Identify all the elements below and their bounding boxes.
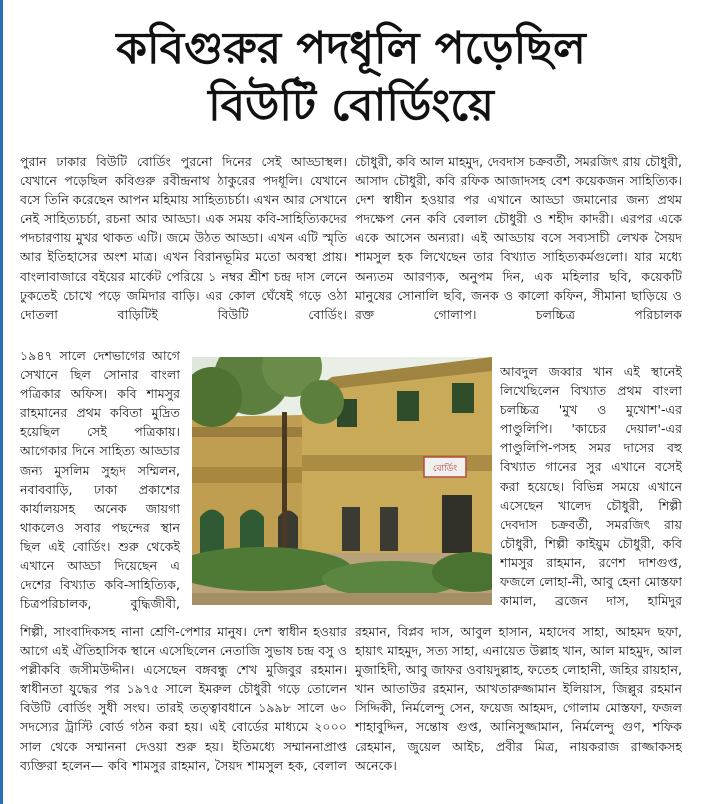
headline-line-2: বিউটি বোর্ডিংয়ে <box>208 80 494 131</box>
article-left-mid: ১৯৪৭ সালে দেশভাগের আগে সেখানে ছিল সোনার বাংলা পত্রিকার অফিস। কবি শামসুর রাহমানের প্রথম কবিতা মুদ্রিত হয়েছিল সেই পত্রিকায়। আগেকার দিনে সাহিত্য আড্ডার জন্য মুসলিম সুহৃদ সম্মিলন, নবাববাড়ি, ঢাকা প্রকাশের কার্যালয়সহ অনেক জায়গা থাকলেও সবার পছন্দের স্থান ছিল এই বোর্ডিং। শুরু থেকেই এখানে আড্ডা দিয়েছেন এ দেশের বিখ্যাত কবি-সাহিত্যিক, চিত্রপরিচালক, বুদ্ধিজীবী, <box>20 348 180 612</box>
building-photo-illustration <box>192 357 492 605</box>
article-left-top: পুরান ঢাকার বিউটি বোর্ডিং পুরনো দিনের সেই আড্ডাস্থল। যেখানে পড়েছিল কবিগুরু রবীন্দ্রনাথ ঠাকুরের পদধূলি। যেখানে বসে তিনি করেছেন আপন মহিমায় সাহিত্যচর্চা। এখন আর সেখানে নেই সাহিত্যচর্চা, রচনা আর আড্ডা। এক সময় কবি-সাহিত্যিকদের পদচারণায় মুখর থাকত এটি। জমে উঠত আড্ডা। এখন এটি স্মৃতি আর ইতিহাসের অংশ মাত্র। এখন বিরানভূমির মতো অবস্থা প্রায়। বাংলাবাজারে বইয়ের মার্কেট পেরিয়ে ১ নম্বর শ্রীশ চন্দ্র দাস লেনে ঢুকতেই চোখে পড়ে জমিদার বাড়ি। এর কোল ঘেঁষেই গড়ে ওঠা দোতলা বাড়িটিই বিউটি বোর্ডিং। <box>20 154 347 322</box>
article-right-top: চৌধুরী, কবি আল মাহমুদ, দেবদাস চক্রবর্তী, সমরজিৎ রায় চৌধুরী, আসাদ চৌধুরী, কবি রফিক আজাদসহ বেশ কয়েকজন সাহিত্যিক। দেশ স্বাধীন হওয়ার পর এখানে আড্ডা জমানোর জন্য প্রথম পদক্ষেপ নেন কবি বেলাল চৌধুরী ও শহীদ কাদরী। এরপর একে একে আসেন অন্যরা। এই আড্ডায় বসে সব্যসাচী লেখক সৈয়দ শামসুল হক লিখেছেন তার বিখ্যাত সাহিত্যকর্মগুলো। যার মধ্যে অন্যতম আরণ্যক, অনুপম দিন, এক মহিলার ছবি, কয়েকটি মানুষের সোনালি ছবি, জনক ও কালো কফিন, সীমানা ছাড়িয়ে ও রক্ত গোলাপ। চলচ্চিত্র পরিচালক <box>355 154 682 322</box>
beauty-boarding-photo <box>192 357 492 605</box>
article-bottom-left: শিল্পী, সাংবাদিকসহ নানা শ্রেণি-পেশার মানুষ। দেশ স্বাধীন হওয়ার আগে এই ঐতিহাসিক স্থানে এসেছিলেন নেতাজি সুভাষ চন্দ্র বসু ও পল্লীকবি জসীমউদ্দীন। এসেছেন বঙ্গবন্ধু শেখ মুজিবুর রহমান। স্বাধীনতা যুদ্ধের পর ১৯৭৫ সালে ইমরুল চৌধুরী গড়ে তোলেন বিউটি বোর্ডিং সুধী সংঘ। তারই তত্ত্বাবধানে ১৯৯৮ সালে ৬০ সদস্যের ট্রাস্টি বোর্ড গঠন করা হয়। এই বোর্ডের মাধ্যমে ২০০০ সাল থেকে সম্মাননা দেওয়া শুরু হয়। ইতিমধ্যে সম্মাননাপ্রাপ্ত ব্যক্তিরা হলেন— কবি শামসুর রাহমান, সৈয়দ শামসুল হক, বেলাল <box>20 624 347 773</box>
article-right-mid: আবদুল জব্বার খান এই স্থানেই লিখেছিলেন বিখ্যাত প্রথম বাংলা চলচ্চিত্র 'মুখ ও মুখোশ'-এর পাণ্ডুলিপি। 'কাচের দেয়াল'-এর পাণ্ডুলিপি-পসহ সমর দাসের বহু বিখ্যাত গানের সুর এখানে বসেই করা হয়েছে। বিভিন্ন সময়ে এখানে এসেছেন খালেদ চৌধুরী, শিল্পী দেবদাস চক্রবর্তী, সমরজিৎ রায় চৌধুরী, শিল্পী কাইয়ুম চৌধুরী, কবি শামসুর রাহমান, রণেশ দাশগুপ্ত, ফজলে লোহা-নী, আবু হেনা মোস্তফা কামাল, ব্রজেন দাস, হামিদুর <box>500 364 682 609</box>
article-bottom-right: রহমান, বিপ্লব দাস, আবুল হাসান, মহাদেব সাহা, আহমদ ছফা, হায়াৎ মাহমুদ, সত্য সাহা, এনায়েত উল্লাহ খান, আল মাহমুদ, আল মুজাহিদী, আবু জাফর ওবায়দুল্লাহ, ফতেহ লোহানী, জহির রায়হান, খান আতাউর রহমান, আখতারুজ্জামান ইলিয়াস, জিল্লুর রহমান সিদ্দিকী, নির্মলেন্দু সেন, ফয়েজ আহমদ, গোলাম মোস্তফা, ফজল শাহাবুদ্দিন, সন্তোষ গুপ্ত, আনিসুজ্জামান, নির্মলেন্দু গুণ, শফিক রেহমান, জুয়েল আইচ, প্রবীর মিত্র, নায়করাজ রাজ্জাকসহ অনেকে। <box>355 624 682 773</box>
headline-line-1: কবিগুরুর পদধূলি পড়েছিল <box>116 23 586 74</box>
photo-sign-text: বোর্ডিং <box>432 464 458 474</box>
headline <box>0 20 702 134</box>
